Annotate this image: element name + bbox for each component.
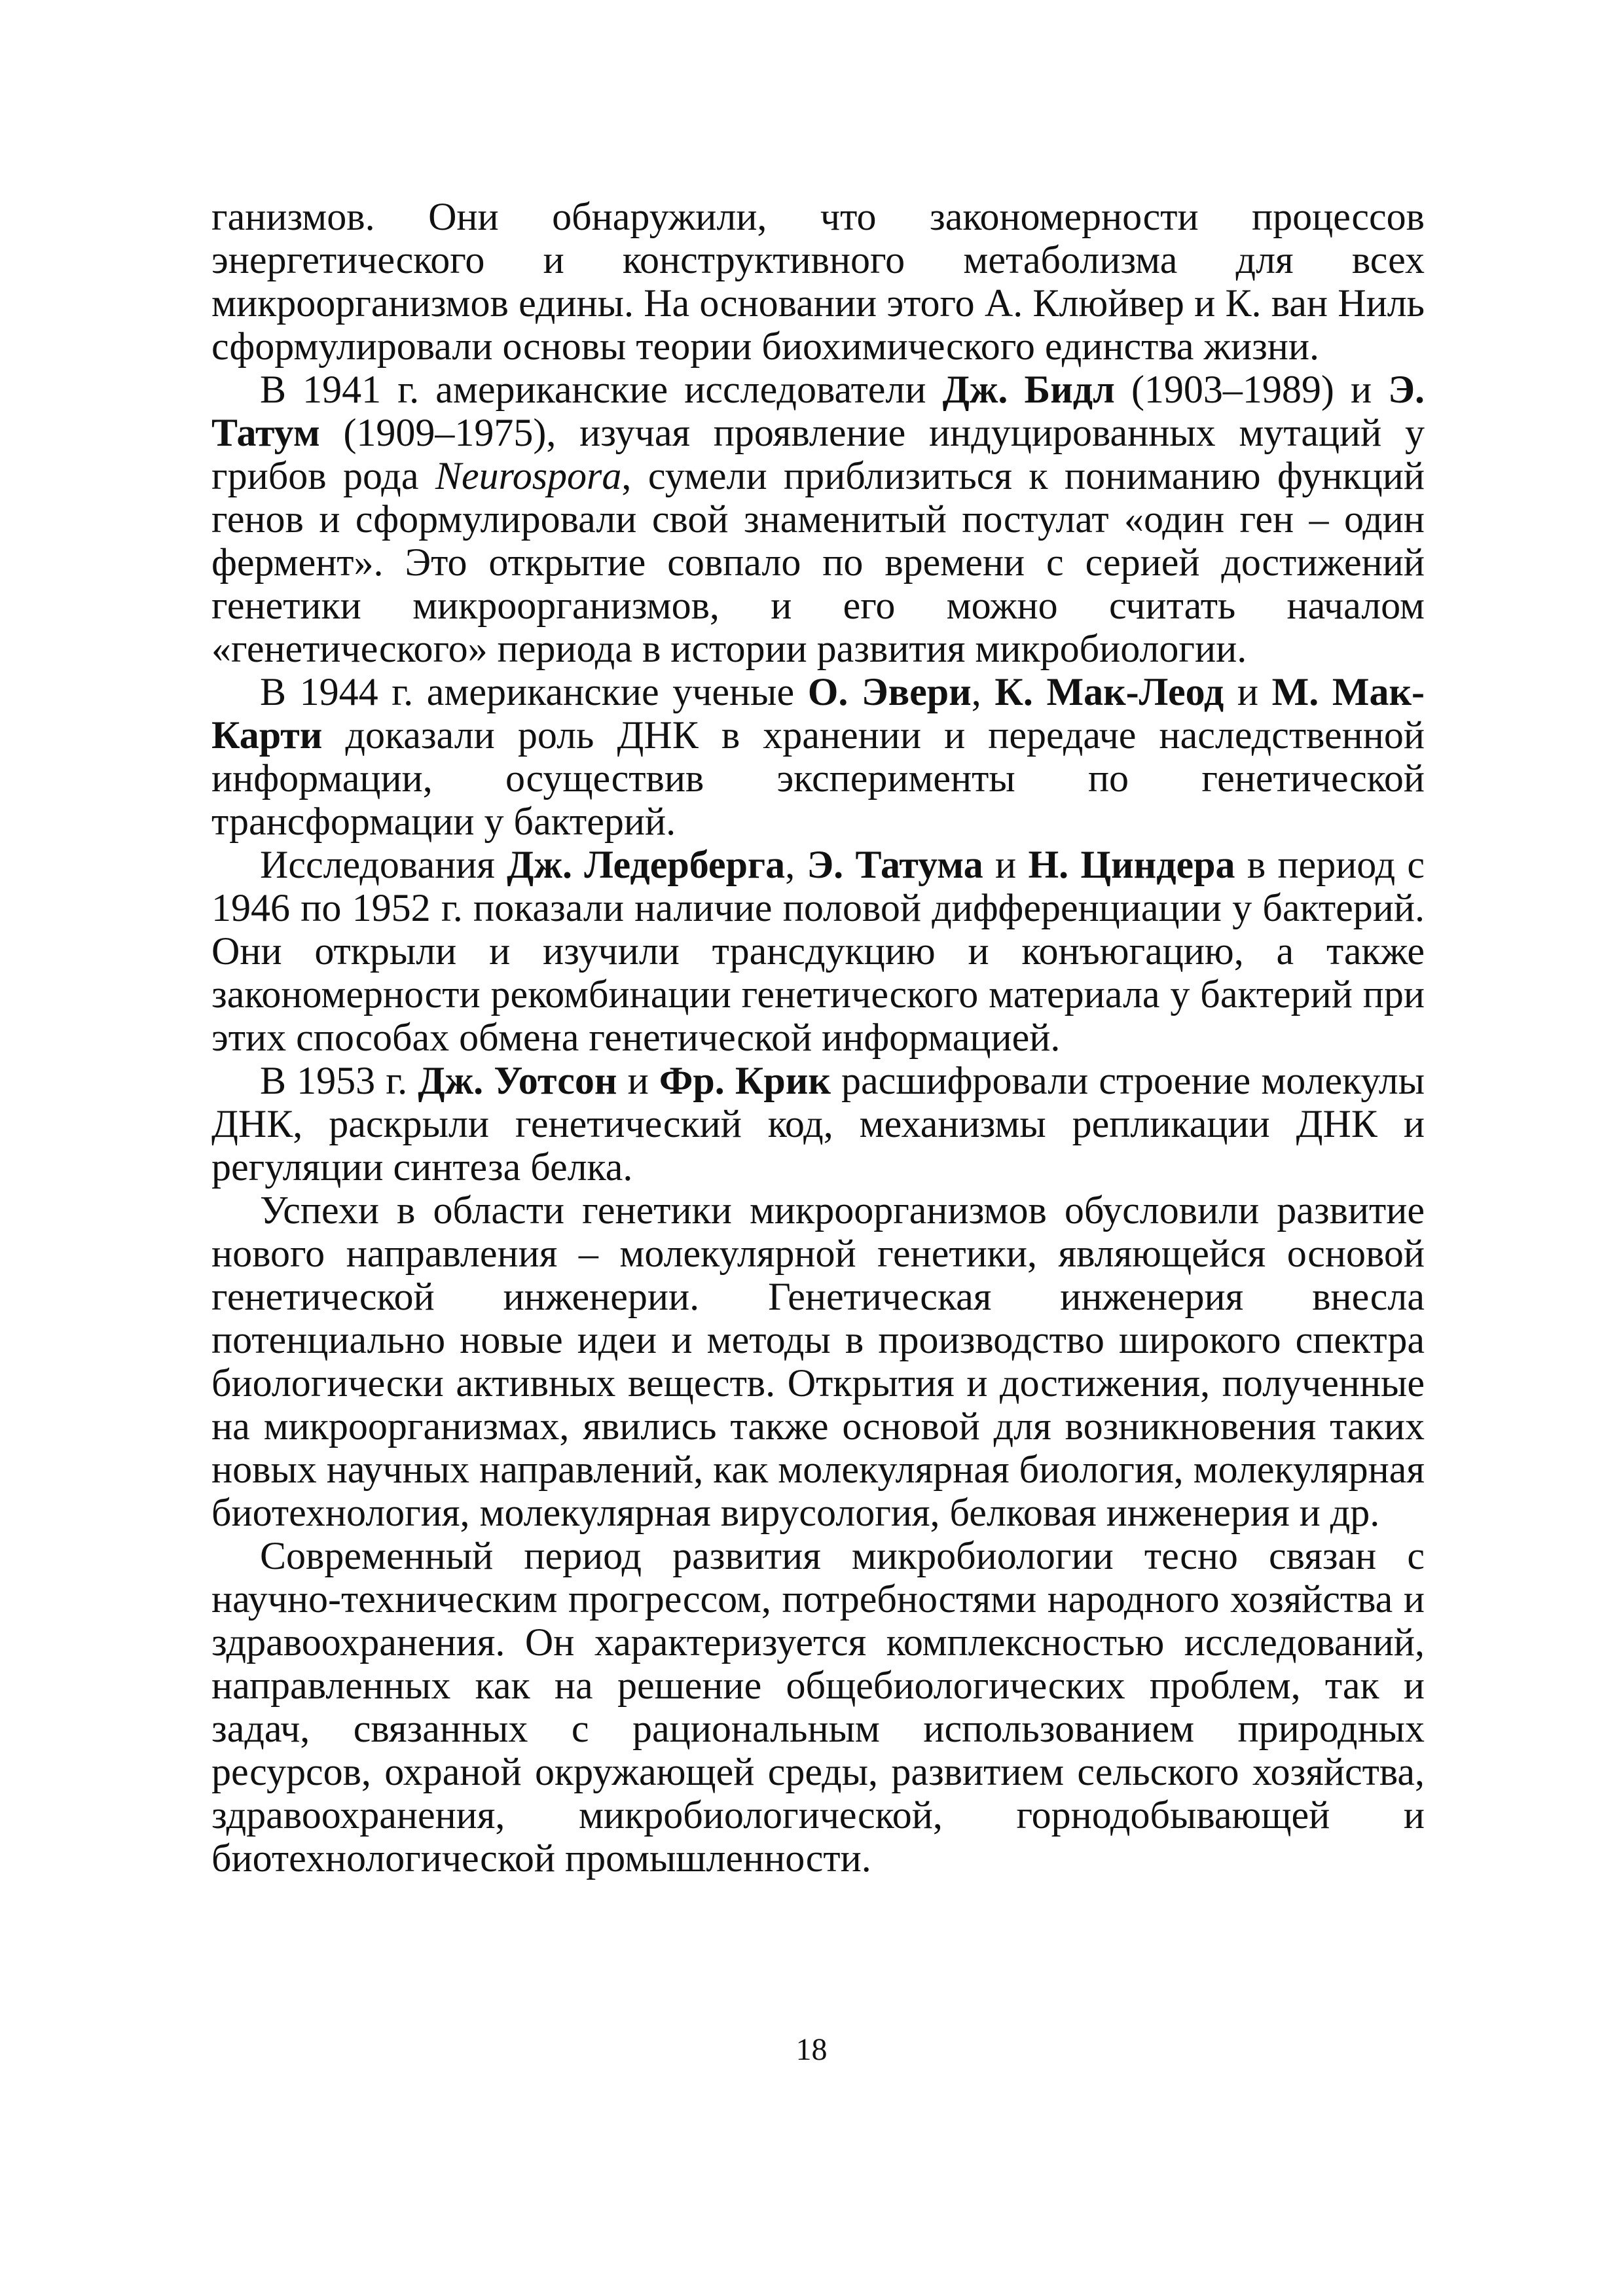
paragraph-lederberg [211, 843, 1425, 1059]
text-run: Исследования [260, 843, 507, 886]
text-run: , сумели приблизиться к пониманию функций генов и сформулировали свой знаменитый постулат «один ген – один фермент». Это открытие совпало по времени с серией достижений генетики микроорганизмов, и его можно считать началом «генетического» периода в истории развития микробиологии. [211, 454, 1425, 670]
paragraph-modern-period [211, 1534, 1425, 1880]
text-run: В 1941 г. американские исследователи [260, 368, 943, 411]
text-run: и [617, 1059, 659, 1102]
text-run: и [983, 843, 1029, 886]
name-mccarty: М. Мак-Карти [211, 670, 1425, 757]
text-run: В 1944 г. американские ученые [260, 670, 808, 713]
paragraph-avery [211, 670, 1425, 843]
text-run: доказали роль ДНК в хранении и передаче наследственной информации, осуществив эксперименты по генетической трансформации у бактерий. [211, 713, 1425, 843]
text-run: Современный период развития микробиологии тесно связан с научно-техническим прогрессом, потребностями народного хозяйства и здравоохранения. Он характеризуется комплексностью исследований, направленных как на решение общебиологических проблем, так и задач, связанных с рациональным использованием природных ресурсов, охраной окружающей среды, развитием сельского хозяйства, здравоохранения, микробиологической, горнодобывающей и биотехнологической промышленности. [211, 1534, 1425, 1880]
text-run: В 1953 г. [260, 1059, 418, 1102]
text-run: в период с 1946 по 1952 г. показали наличие половой дифференциации у бактерий. Они открыли и изучили трансдукцию и конъюгацию, а также закономерности рекомбинации генетического материала у бактерий при этих способах обмена генетической информацией. [211, 843, 1425, 1059]
name-macleod: К. Мак-Леод [994, 670, 1224, 713]
page-body [211, 195, 1425, 1880]
name-watson: Дж. Уотсон [418, 1059, 617, 1102]
name-lederberg: Дж. Ледерберга [507, 843, 786, 886]
name-crick: Фр. Крик [659, 1059, 831, 1102]
text-run: (1909–1975), изучая проявление индуцированных мутаций у грибов рода [211, 411, 1425, 497]
paragraph-continuation [211, 195, 1425, 368]
name-beadle: Дж. Бидл [942, 368, 1115, 411]
text-run: ганизмов. Они обнаружили, что закономерности процессов энергетического и конструктивного метаболизма для всех микроорганизмов едины. На основании этого А. Клюйвер и К. ван Ниль сформулировали основы теории биохимического единства жизни. [211, 195, 1425, 368]
name-avery: О. Эвери [807, 670, 972, 713]
text-run: (1903–1989) и [1114, 368, 1389, 411]
paragraph-beadle-tatum [211, 368, 1425, 670]
name-tatum: Э. Татума [807, 843, 983, 886]
text-run: и [1224, 670, 1272, 713]
text-run: , [785, 843, 807, 886]
text-run: расшифровали строение молекулы ДНК, раскрыли генетический код, механизмы репликации ДНК и регуляции синтеза белка. [211, 1059, 1425, 1189]
paragraph-watson-crick [211, 1059, 1425, 1189]
text-run: Успехи в области генетики микроорганизмов обусловили развитие нового направления – молекулярной генетики, являющейся основой генетической инженерии. Генетическая инженерия внесла потенциально новые идеи и методы в производство широкого спектра биологически активных веществ. Открытия и достижения, полученные на микроорганизмах, явились также основой для возникновения таких новых научных направлений, как молекулярная биология, молекулярная биотехнология, молекулярная вирусология, белковая инженерия и др. [211, 1189, 1425, 1534]
text-run: , [971, 670, 995, 713]
paragraph-molecular-genetics [211, 1189, 1425, 1534]
name-zinder: Н. Циндера [1028, 843, 1235, 886]
genus-neurospora: Neurospora [435, 454, 622, 497]
name-tatum: Э. Татум [211, 368, 1425, 454]
page-number: 18 [795, 2032, 828, 2067]
